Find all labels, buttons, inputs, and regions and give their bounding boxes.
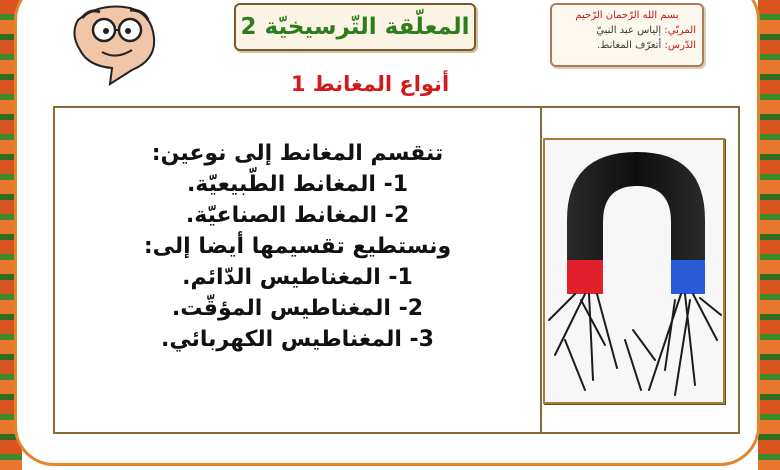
content-line: 1- المغانط الطّبيعيّة. xyxy=(186,172,409,197)
content-line: 2- المغناطيس المؤقّت. xyxy=(171,296,424,321)
basmala-text: بسم الله الرّحمان الرّحيم xyxy=(575,10,679,21)
teacher-name: إلياس عبد النبيّ xyxy=(596,25,662,36)
teacher-row xyxy=(558,23,696,38)
section-subtitle: أنواع المغانط 1 xyxy=(290,72,450,96)
page-title xyxy=(234,3,476,51)
teacher-label: المربّي: xyxy=(664,25,696,36)
page-title-text: المعلّقة التّرسيخيّة 2 xyxy=(240,14,470,40)
content-line: 3- المغناطيس الكهربائي. xyxy=(161,327,434,352)
lesson-name: أتعرّف المغانط. xyxy=(596,40,662,51)
lesson-label: الدّرس: xyxy=(664,40,696,51)
content-line: ونستطيع تقسيمها أيضا إلى: xyxy=(143,234,452,259)
content-text xyxy=(55,138,540,355)
magnet-north-pole xyxy=(567,260,603,294)
teacher-info-box xyxy=(550,3,704,67)
horseshoe-magnet-icon xyxy=(545,140,723,402)
content-line: 1- المغناطيس الدّائم. xyxy=(182,265,413,290)
lesson-row xyxy=(558,38,696,53)
magnet-south-pole xyxy=(671,260,705,294)
content-box xyxy=(53,106,740,434)
magnet-image-frame xyxy=(543,138,725,404)
content-divider xyxy=(540,108,542,432)
cartoon-character-icon xyxy=(60,0,170,86)
content-line: 2- المغانط الصناعيّة. xyxy=(185,203,410,228)
right-decorative-border xyxy=(758,0,780,470)
content-line: تنقسم المغانط إلى نوعين: xyxy=(151,141,444,166)
